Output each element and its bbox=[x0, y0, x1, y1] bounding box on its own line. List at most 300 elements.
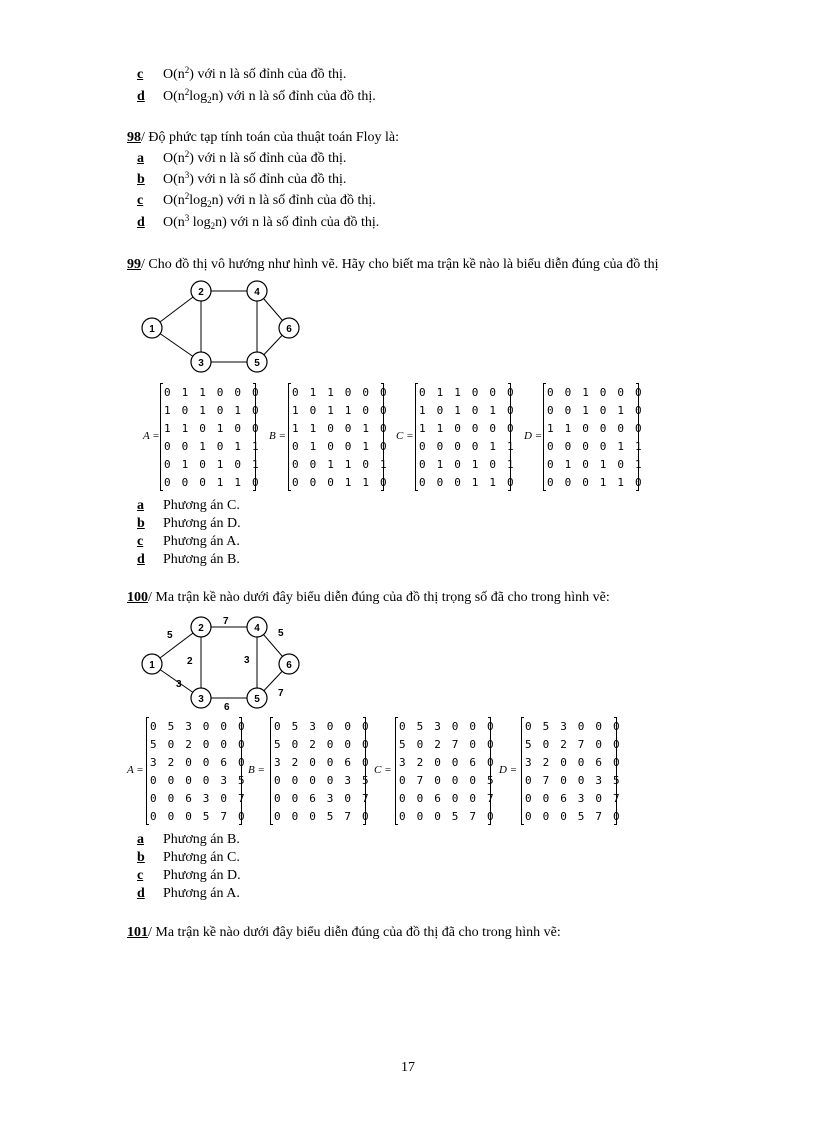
matrix-row bbox=[292, 401, 398, 419]
matrix-cell: 7 bbox=[451, 738, 459, 751]
matrix-cell: 7 bbox=[486, 792, 494, 805]
matrix-cell: 0 bbox=[634, 476, 642, 489]
option-text: Phương án B. bbox=[163, 552, 240, 567]
matrix-cell: 5 bbox=[291, 720, 299, 733]
edge-weight: 5 bbox=[278, 628, 284, 639]
matrix-row bbox=[419, 437, 525, 455]
matrix-row bbox=[292, 473, 398, 491]
option-text: $O(n^3)$ với n là số đỉnh của đồ thị. bbox=[163, 170, 347, 187]
matrix-cell: 0 bbox=[234, 458, 241, 471]
matrix-cell: 1 bbox=[344, 458, 352, 471]
matrix-cell: 3 bbox=[150, 756, 157, 769]
option-letter: d bbox=[137, 886, 145, 901]
matrix-cell: 0 bbox=[181, 404, 189, 417]
matrix-cell: 1 bbox=[309, 386, 317, 399]
matrix-cell: 0 bbox=[436, 440, 444, 453]
option-text: $O(n^2)$ với n là số đỉnh của đồ thị. bbox=[163, 65, 347, 82]
option-text: $O(n^2)$ với n là số đỉnh của đồ thị. bbox=[163, 149, 347, 166]
matrix-cell: 1 bbox=[564, 422, 572, 435]
matrix-cell: 0 bbox=[525, 774, 532, 787]
matrix-cell: 0 bbox=[399, 720, 406, 733]
matrix-cell: 0 bbox=[560, 810, 567, 823]
matrix-row bbox=[419, 383, 525, 401]
matrix-cell: 1 bbox=[216, 476, 224, 489]
matrix-cell: 0 bbox=[274, 774, 281, 787]
matrix-cell: 1 bbox=[344, 404, 352, 417]
matrix-cell: 5 bbox=[202, 810, 210, 823]
matrix-cell: 5 bbox=[451, 810, 459, 823]
matrix-cell: 0 bbox=[399, 810, 406, 823]
matrix-cell: 6 bbox=[185, 792, 192, 805]
matrix-cell: 0 bbox=[542, 792, 550, 805]
matrix-cell: 0 bbox=[344, 720, 351, 733]
matrix-row bbox=[399, 735, 505, 753]
matrix-cell: 0 bbox=[434, 756, 441, 769]
matrix-cell: 0 bbox=[167, 792, 175, 805]
matrix-cell: 1 bbox=[419, 404, 426, 417]
matrix-row bbox=[274, 807, 380, 825]
matrix-cell: 7 bbox=[595, 810, 602, 823]
matrix-cell: 1 bbox=[234, 440, 241, 453]
matrix-cell: 1 bbox=[344, 476, 352, 489]
matrix-cell: 0 bbox=[292, 476, 299, 489]
matrix-cell: 0 bbox=[469, 720, 476, 733]
matrix-cell: 1 bbox=[327, 404, 334, 417]
matrix-cell: 3 bbox=[185, 720, 192, 733]
matrix-row bbox=[525, 789, 631, 807]
matrix-cell: 1 bbox=[327, 386, 334, 399]
matrix-cell: 0 bbox=[150, 792, 157, 805]
matrix-cell: 2 bbox=[542, 756, 550, 769]
matrix-cell: 0 bbox=[471, 440, 479, 453]
matrix-cell: 0 bbox=[237, 756, 245, 769]
graph-node bbox=[191, 352, 211, 372]
matrix-cell: 3 bbox=[274, 756, 281, 769]
matrix-cell: 0 bbox=[251, 386, 259, 399]
matrix-cell: 0 bbox=[419, 440, 426, 453]
matrix-cell: 0 bbox=[326, 774, 334, 787]
option-text: $O(n^3$ $\log_2n$) với n là số đỉnh của đồ thị. bbox=[163, 213, 380, 231]
matrix-cell: 6 bbox=[220, 756, 227, 769]
matrix-cell: 1 bbox=[454, 404, 461, 417]
question-number: 98 bbox=[127, 130, 141, 145]
option-letter: a bbox=[137, 151, 144, 166]
matrix-cell: 0 bbox=[436, 404, 444, 417]
matrix-cell: 0 bbox=[547, 476, 554, 489]
matrix-cell: 7 bbox=[416, 774, 424, 787]
matrix-cell: 0 bbox=[220, 720, 227, 733]
matrix-row bbox=[150, 789, 256, 807]
matrix-cell: 0 bbox=[612, 810, 620, 823]
matrix-cell: 0 bbox=[292, 440, 299, 453]
option-letter: c bbox=[137, 868, 144, 883]
q99-question bbox=[127, 256, 659, 274]
matrix-cell: 0 bbox=[237, 720, 245, 733]
matrix-cell: 6 bbox=[434, 792, 441, 805]
matrix-bracket-left bbox=[395, 717, 398, 825]
matrix-cell: 1 bbox=[234, 476, 241, 489]
matrix-cell: 0 bbox=[220, 738, 227, 751]
matrix-cell: 0 bbox=[234, 422, 241, 435]
option-text: Phương án C. bbox=[163, 850, 240, 865]
matrix-cell: 7 bbox=[237, 792, 245, 805]
graph-edges bbox=[152, 291, 289, 362]
matrix-cell: 3 bbox=[434, 720, 441, 733]
matrix-cell: 2 bbox=[560, 738, 567, 751]
matrix-cell: 0 bbox=[344, 738, 351, 751]
matrix-cell: 6 bbox=[344, 756, 351, 769]
edge-weight: 3 bbox=[244, 655, 250, 666]
matrix-cell: 0 bbox=[434, 810, 441, 823]
matrix-cell: 5 bbox=[542, 720, 550, 733]
graph-node bbox=[279, 654, 299, 674]
matrix-row bbox=[164, 383, 270, 401]
matrix-cell: 0 bbox=[167, 738, 175, 751]
svg-text:3: 3 bbox=[198, 694, 204, 705]
matrix-row bbox=[525, 717, 631, 735]
matrix-row bbox=[547, 437, 653, 455]
matrix-cell: 1 bbox=[362, 476, 369, 489]
matrix-cell: 0 bbox=[595, 738, 602, 751]
matrix-cell: 0 bbox=[199, 476, 206, 489]
matrix-cell: 0 bbox=[634, 386, 642, 399]
matrix-cell: 1 bbox=[164, 404, 171, 417]
matrix-cell: 1 bbox=[292, 422, 299, 435]
matrix-cell: 0 bbox=[582, 476, 589, 489]
matrix-cell: 5 bbox=[361, 774, 369, 787]
page-number: 17 bbox=[401, 1060, 415, 1075]
matrix-cell: 0 bbox=[309, 476, 317, 489]
matrix-cell: 5 bbox=[577, 810, 585, 823]
matrix-cell: 0 bbox=[164, 386, 171, 399]
matrix-label: B = bbox=[269, 430, 286, 442]
matrix-cell: 0 bbox=[185, 774, 192, 787]
matrix-cell: 0 bbox=[309, 810, 316, 823]
q100-matrix-d bbox=[499, 717, 620, 825]
matrix-cell: 0 bbox=[291, 810, 299, 823]
graph-node bbox=[279, 318, 299, 338]
matrix-cell: 1 bbox=[489, 476, 496, 489]
matrix-cell: 0 bbox=[486, 720, 494, 733]
edge-weight: 6 bbox=[224, 702, 230, 712]
matrix-cell: 0 bbox=[416, 738, 424, 751]
matrix-row bbox=[399, 717, 505, 735]
matrix-row bbox=[399, 753, 505, 771]
matrix-row bbox=[419, 401, 525, 419]
matrix-cell: 0 bbox=[564, 476, 572, 489]
matrix-cell: 1 bbox=[419, 422, 426, 435]
matrix-cell: 0 bbox=[362, 458, 369, 471]
matrix-cell: 0 bbox=[416, 810, 424, 823]
matrix-cell: 2 bbox=[309, 738, 316, 751]
matrix-cell: 3 bbox=[326, 792, 334, 805]
matrix-cell: 0 bbox=[237, 738, 245, 751]
matrix-cell: 1 bbox=[199, 440, 206, 453]
matrix-cell: 1 bbox=[599, 476, 607, 489]
matrix-cell: 1 bbox=[292, 404, 299, 417]
edge-weight: 7 bbox=[223, 616, 229, 627]
matrix-cell: 0 bbox=[454, 440, 461, 453]
matrix-cell: 0 bbox=[309, 458, 317, 471]
matrix-cell: 1 bbox=[251, 440, 259, 453]
matrix-cell: 1 bbox=[471, 458, 479, 471]
matrix-cell: 0 bbox=[451, 792, 459, 805]
matrix-cell: 0 bbox=[362, 386, 369, 399]
matrix-row bbox=[164, 437, 270, 455]
matrix-cell: 7 bbox=[612, 792, 620, 805]
matrix-row bbox=[525, 807, 631, 825]
matrix-cell: 1 bbox=[309, 422, 317, 435]
matrix-row bbox=[292, 419, 398, 437]
matrix-cell: 5 bbox=[150, 738, 157, 751]
option-letter: a bbox=[137, 832, 144, 847]
matrix-cell: 0 bbox=[416, 792, 424, 805]
matrix-cell: 0 bbox=[309, 774, 316, 787]
matrix-cell: 0 bbox=[582, 458, 589, 471]
matrix-cell: 0 bbox=[469, 774, 476, 787]
matrix-cell: 1 bbox=[199, 404, 206, 417]
matrix-cell: 0 bbox=[454, 476, 461, 489]
matrix-cell: 0 bbox=[185, 810, 192, 823]
matrix-cell: 0 bbox=[379, 440, 387, 453]
matrix-row bbox=[150, 771, 256, 789]
matrix-cell: 0 bbox=[202, 738, 210, 751]
matrix-cell: 5 bbox=[237, 774, 245, 787]
matrix-row bbox=[292, 455, 398, 473]
q99-matrix-d bbox=[524, 383, 642, 491]
matrix-row bbox=[547, 383, 653, 401]
matrix-cell: 1 bbox=[582, 404, 589, 417]
option-text: Phương án B. bbox=[163, 832, 240, 847]
matrix-row bbox=[525, 771, 631, 789]
matrix-cell: 1 bbox=[489, 404, 496, 417]
question-text: / Ma trận kề nào dưới đây biểu diễn đúng của đồ thị trọng số đã cho trong hình vẽ: bbox=[148, 590, 610, 605]
option-letter: c bbox=[137, 193, 144, 208]
matrix-row bbox=[399, 789, 505, 807]
matrix-row bbox=[399, 771, 505, 789]
matrix-row bbox=[150, 753, 256, 771]
matrix-row bbox=[547, 473, 653, 491]
option-text: Phương án C. bbox=[163, 498, 240, 513]
edge-weight: 2 bbox=[187, 656, 193, 667]
matrix-cell: 0 bbox=[506, 404, 514, 417]
matrix-cell: 0 bbox=[379, 404, 387, 417]
matrix-row bbox=[399, 807, 505, 825]
matrix-cell: 1 bbox=[471, 476, 479, 489]
matrix-row bbox=[547, 401, 653, 419]
matrix-cell: 1 bbox=[582, 386, 589, 399]
matrix-cell: 3 bbox=[399, 756, 406, 769]
q99-matrix-c bbox=[396, 383, 514, 491]
graph-node bbox=[247, 281, 267, 301]
matrix-row bbox=[547, 455, 653, 473]
svg-text:4: 4 bbox=[254, 623, 260, 634]
matrix-cell: 1 bbox=[362, 422, 369, 435]
matrix-cell: 7 bbox=[220, 810, 227, 823]
graph-node bbox=[247, 352, 267, 372]
matrix-cell: 0 bbox=[542, 810, 550, 823]
matrix-cell: 0 bbox=[167, 810, 175, 823]
matrix-cell: 0 bbox=[595, 720, 602, 733]
svg-text:6: 6 bbox=[286, 324, 292, 335]
matrix-cell: 0 bbox=[547, 404, 554, 417]
matrix-cell: 0 bbox=[202, 756, 210, 769]
matrix-cell: 1 bbox=[489, 440, 496, 453]
matrix-cell: 0 bbox=[361, 720, 369, 733]
matrix-cell: 0 bbox=[451, 756, 459, 769]
matrix-cell: 0 bbox=[419, 458, 426, 471]
matrix-cell: 0 bbox=[326, 756, 334, 769]
matrix-cell: 1 bbox=[309, 440, 317, 453]
matrix-cell: 5 bbox=[612, 774, 620, 787]
matrix-cell: 0 bbox=[292, 458, 299, 471]
matrix-cell: 0 bbox=[542, 738, 550, 751]
matrix-cell: 1 bbox=[634, 440, 642, 453]
matrix-cell: 0 bbox=[150, 720, 157, 733]
matrix-cell: 0 bbox=[327, 440, 334, 453]
matrix-cell: 0 bbox=[560, 756, 567, 769]
matrix-cell: 7 bbox=[469, 810, 476, 823]
matrix-cell: 0 bbox=[599, 440, 607, 453]
matrix-row bbox=[274, 753, 380, 771]
matrix-row bbox=[164, 455, 270, 473]
matrix-cell: 3 bbox=[220, 774, 227, 787]
matrix-label: C = bbox=[374, 764, 392, 776]
matrix-cell: 0 bbox=[167, 774, 175, 787]
matrix-cell: 1 bbox=[216, 422, 224, 435]
matrix-cell: 0 bbox=[199, 458, 206, 471]
matrix-cell: 0 bbox=[599, 404, 607, 417]
matrix-cell: 0 bbox=[547, 386, 554, 399]
matrix-cell: 0 bbox=[582, 440, 589, 453]
matrix-cell: 0 bbox=[326, 720, 334, 733]
matrix-row bbox=[150, 807, 256, 825]
option-letter: b bbox=[137, 516, 145, 531]
svg-text:1: 1 bbox=[149, 324, 155, 335]
option-letter: b bbox=[137, 850, 145, 865]
matrix-cell: 0 bbox=[399, 774, 406, 787]
matrix-bracket-left bbox=[415, 383, 418, 491]
matrix-cell: 0 bbox=[291, 774, 299, 787]
option-text: Phương án D. bbox=[163, 868, 241, 883]
svg-text:6: 6 bbox=[286, 660, 292, 671]
matrix-cell: 0 bbox=[251, 422, 259, 435]
matrix-cell: 0 bbox=[362, 404, 369, 417]
svg-text:5: 5 bbox=[254, 694, 260, 705]
matrix-cell: 0 bbox=[291, 738, 299, 751]
matrix-label: A = bbox=[143, 430, 160, 442]
graph-node bbox=[142, 318, 162, 338]
option-letter: a bbox=[137, 498, 144, 513]
matrix-cell: 1 bbox=[362, 440, 369, 453]
matrix-cell: 1 bbox=[454, 386, 461, 399]
matrix-row bbox=[164, 401, 270, 419]
matrix-cell: 0 bbox=[216, 440, 224, 453]
matrix-cell: 1 bbox=[436, 422, 444, 435]
option-letter: d bbox=[137, 89, 145, 104]
matrix-cell: 0 bbox=[469, 738, 476, 751]
matrix-cell: 0 bbox=[469, 792, 476, 805]
matrix-cell: 2 bbox=[434, 738, 441, 751]
q100-matrix-c bbox=[374, 717, 494, 825]
matrix-cell: 0 bbox=[577, 720, 585, 733]
matrix-row bbox=[274, 789, 380, 807]
matrix-cell: 0 bbox=[486, 756, 494, 769]
matrix-cell: 0 bbox=[454, 422, 461, 435]
question-number: 101 bbox=[127, 925, 148, 940]
matrix-cell: 0 bbox=[577, 756, 585, 769]
matrix-cell: 0 bbox=[216, 386, 224, 399]
matrix-cell: 0 bbox=[634, 404, 642, 417]
matrix-cell: 1 bbox=[506, 440, 514, 453]
matrix-cell: 0 bbox=[577, 774, 585, 787]
matrix-cell: 2 bbox=[416, 756, 424, 769]
matrix-cell: 2 bbox=[291, 756, 299, 769]
matrix-cell: 0 bbox=[361, 756, 369, 769]
matrix-row bbox=[292, 437, 398, 455]
matrix-cell: 0 bbox=[634, 422, 642, 435]
matrix-cell: 0 bbox=[164, 458, 171, 471]
matrix-cell: 3 bbox=[595, 774, 602, 787]
matrix-cell: 0 bbox=[599, 386, 607, 399]
matrix-cell: 1 bbox=[199, 386, 206, 399]
matrix-cell: 0 bbox=[344, 440, 352, 453]
matrix-cell: 1 bbox=[436, 458, 444, 471]
option-letter: b bbox=[137, 172, 145, 187]
matrix-cell: 0 bbox=[612, 720, 620, 733]
matrix-cell: 0 bbox=[547, 440, 554, 453]
matrix-row bbox=[274, 717, 380, 735]
matrix-row bbox=[525, 735, 631, 753]
question-text: / Cho đồ thị vô hướng như hình vẽ. Hãy cho biết ma trận kề nào là biểu diễn đúng của đồ thị bbox=[141, 257, 659, 272]
question-text: / Ma trận kề nào dưới đây biểu diễn đúng của đồ thị đã cho trong hình vẽ: bbox=[148, 925, 561, 940]
matrix-row bbox=[419, 473, 525, 491]
matrix-cell: 0 bbox=[181, 440, 189, 453]
matrix-cell: 0 bbox=[327, 422, 334, 435]
matrix-cell: 0 bbox=[291, 792, 299, 805]
matrix-cell: 0 bbox=[274, 720, 281, 733]
matrix-cell: 1 bbox=[234, 404, 241, 417]
matrix-cell: 0 bbox=[185, 756, 192, 769]
matrix-cell: 0 bbox=[506, 422, 514, 435]
graph-node bbox=[247, 688, 267, 708]
svg-text:3: 3 bbox=[198, 358, 204, 369]
matrix-cell: 0 bbox=[237, 810, 245, 823]
matrix-cell: 0 bbox=[599, 422, 607, 435]
matrix-cell: 0 bbox=[564, 386, 572, 399]
matrix-cell: 0 bbox=[220, 792, 227, 805]
matrix-cell: 0 bbox=[560, 774, 567, 787]
matrix-cell: 0 bbox=[344, 422, 352, 435]
matrix-cell: 0 bbox=[379, 386, 387, 399]
matrix-cell: 1 bbox=[617, 404, 624, 417]
matrix-cell: 0 bbox=[582, 422, 589, 435]
matrix-cell: 1 bbox=[506, 458, 514, 471]
matrix-cell: 0 bbox=[434, 774, 441, 787]
graph-node bbox=[191, 617, 211, 637]
matrix-cell: 1 bbox=[251, 458, 259, 471]
matrix-cell: 1 bbox=[216, 458, 224, 471]
matrix-bracket-left bbox=[521, 717, 524, 825]
matrix-cell: 0 bbox=[525, 810, 532, 823]
matrix-cell: 0 bbox=[309, 404, 317, 417]
matrix-cell: 5 bbox=[486, 774, 494, 787]
edge-weight: 7 bbox=[278, 688, 284, 699]
matrix-cell: 1 bbox=[436, 386, 444, 399]
matrix-cell: 0 bbox=[486, 810, 494, 823]
matrix-cell: 0 bbox=[595, 792, 602, 805]
option-letter: c bbox=[137, 67, 144, 82]
